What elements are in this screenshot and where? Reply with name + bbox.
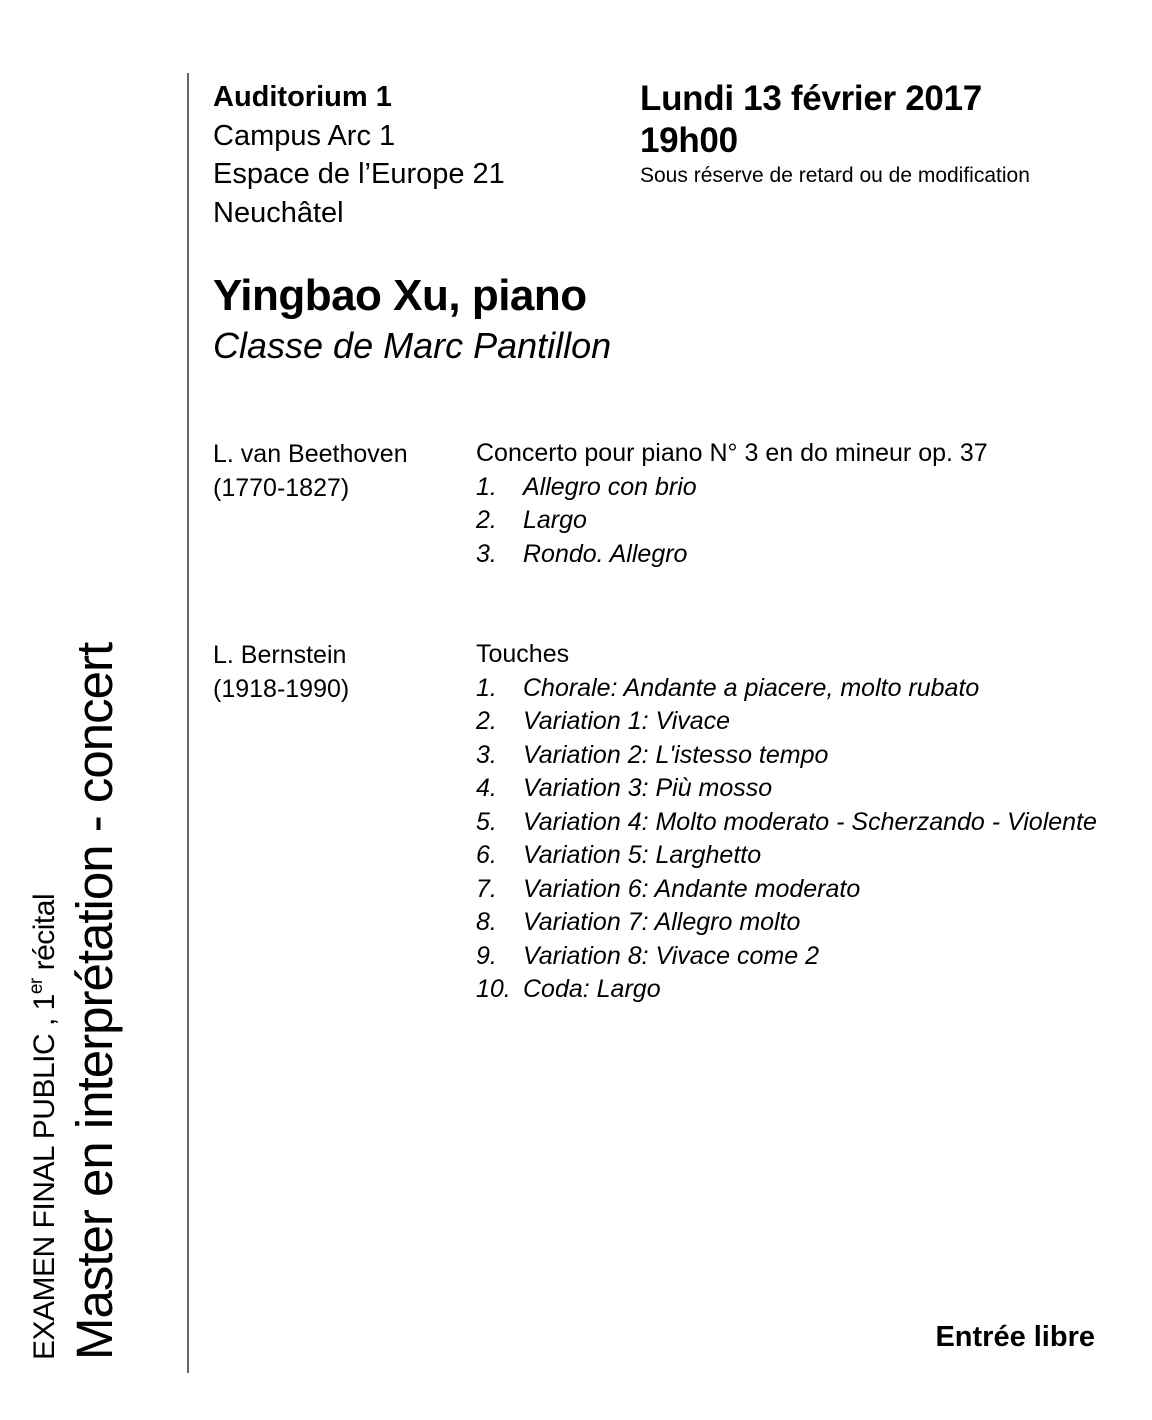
performer-block	[213, 270, 611, 370]
composer-dates: (1770-1827)	[213, 474, 350, 502]
schedule-note: Sous réserve de retard ou de modification	[640, 164, 1030, 187]
movement-number: 9.	[476, 941, 497, 970]
concert-date: Lundi 13 février 2017	[640, 79, 982, 118]
movement-title: Variation 4: Molto moderato - Scherzando - Violente	[523, 807, 1097, 836]
movement-title: Variation 1: Vivace	[523, 707, 731, 735]
composer-name: L. van Beethoven	[213, 440, 408, 468]
movement-title: Variation 2: L'istesso tempo	[523, 740, 829, 769]
composer-name: L. Bernstein	[213, 641, 347, 669]
movement-number: 10.	[476, 975, 511, 1003]
movement-item	[476, 940, 1097, 974]
movement-number: 4.	[476, 774, 497, 802]
movement-item	[476, 973, 1097, 1007]
composer-info	[213, 437, 408, 505]
admission-label: Entrée libre	[935, 1321, 1095, 1353]
sidebar-exam-superscript: er	[26, 978, 47, 995]
movement-item	[476, 739, 1097, 773]
movement-list	[476, 672, 1097, 1007]
movement-item	[476, 873, 1097, 907]
venue-street: Espace de l’Europe 21	[213, 158, 505, 190]
sidebar-exam-label	[25, 600, 65, 1360]
concert-time: 19h00	[640, 121, 738, 160]
composer-info	[213, 638, 349, 706]
movement-number: 2.	[476, 707, 497, 735]
movement-number: 7.	[476, 874, 497, 903]
movement-title: Coda: Largo	[523, 975, 661, 1003]
movement-item	[476, 504, 988, 538]
movement-title: Variation 8: Vivace come 2	[523, 941, 819, 970]
movement-item	[476, 806, 1097, 840]
movement-item	[476, 538, 988, 572]
piece-info	[476, 437, 988, 571]
movement-title: Rondo. Allegro	[523, 539, 688, 568]
movement-item	[476, 906, 1097, 940]
movement-number: 8.	[476, 908, 497, 936]
movement-item	[476, 839, 1097, 873]
movement-number: 5.	[476, 807, 497, 836]
movement-number: 1.	[476, 472, 497, 501]
performer-name: Yingbao Xu, piano	[213, 271, 587, 320]
movement-title: Variation 5: Larghetto	[523, 841, 762, 869]
piece-title: Touches	[476, 640, 570, 668]
movement-number: 1.	[476, 673, 497, 702]
movement-number: 3.	[476, 740, 497, 769]
movement-title: Allegro con brio	[523, 472, 697, 501]
movement-title: Chorale: Andante a piacere, molto rubato	[523, 673, 980, 702]
venue-campus: Campus Arc 1	[213, 119, 396, 152]
movement-item	[476, 471, 988, 505]
movement-list	[476, 471, 988, 572]
movement-number: 3.	[476, 539, 497, 568]
movement-title: Variation 6: Andante moderato	[523, 874, 861, 903]
sidebar-title	[25, 600, 125, 1360]
venue-name: Auditorium 1	[213, 81, 392, 113]
movement-number: 6.	[476, 841, 497, 869]
movement-title: Variation 7: Allegro molto	[523, 908, 801, 936]
piece-info	[476, 638, 1097, 1007]
movement-item	[476, 705, 1097, 739]
schedule-block	[640, 78, 1030, 190]
movement-title: Largo	[523, 506, 587, 534]
piece-title: Concerto pour piano N° 3 en do mineur op. 37	[476, 439, 988, 467]
sidebar-degree-label: Master en interprétation - concert	[66, 642, 123, 1360]
venue-block	[213, 78, 505, 232]
movement-number: 2.	[476, 506, 497, 534]
vertical-divider	[187, 73, 189, 1373]
sidebar-exam-suffix: récital	[28, 893, 61, 979]
sidebar-exam-prefix: EXAMEN FINAL PUBLIC , 1	[28, 994, 61, 1360]
venue-city: Neuchâtel	[213, 196, 344, 229]
movement-title: Variation 3: Più mosso	[523, 774, 773, 802]
composer-dates: (1918-1990)	[213, 675, 350, 703]
movement-item	[476, 772, 1097, 806]
movement-item	[476, 672, 1097, 706]
performer-class: Classe de Marc Pantillon	[213, 325, 612, 366]
